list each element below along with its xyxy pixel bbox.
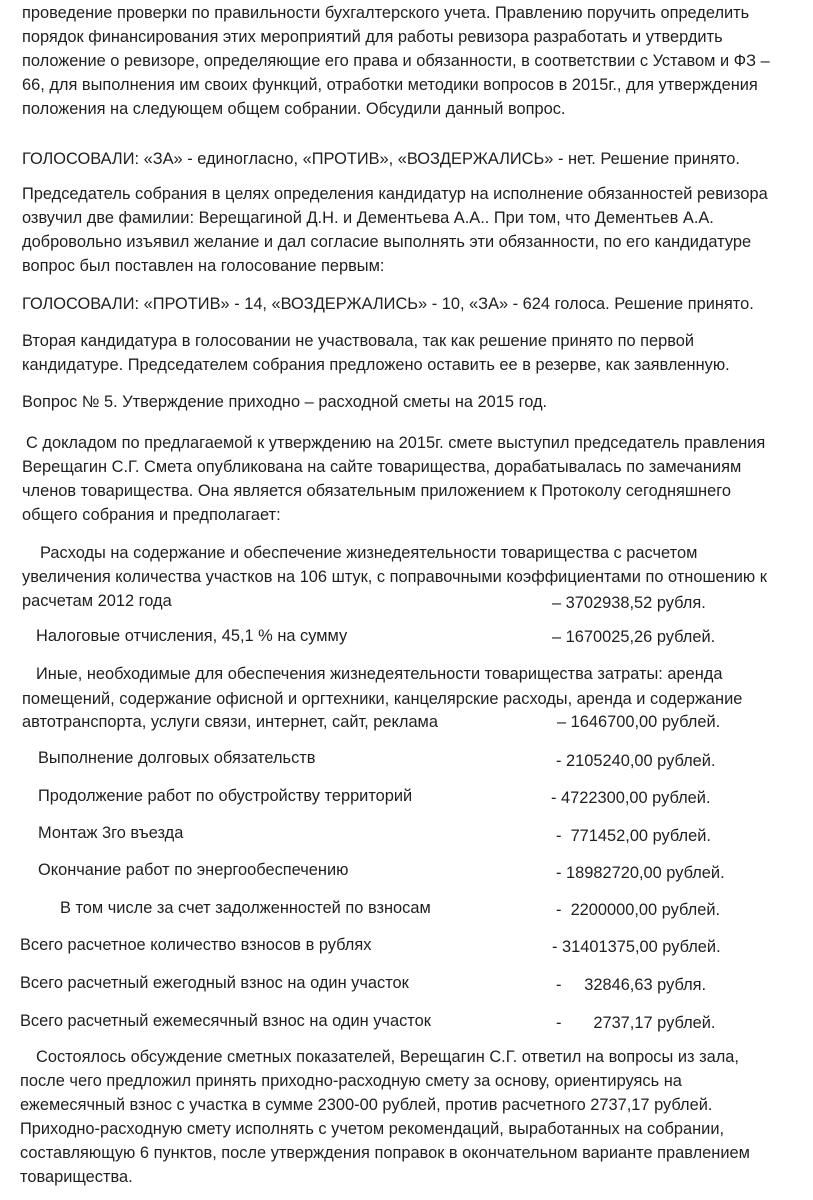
paragraph-2-line-1: Председатель собрания в целях определения кандидатур на исполнение обязанностей ревизора — [22, 185, 768, 203]
paragraph-1-line-5: положения на следующем общем собрании. Обсудили данный вопрос. — [22, 100, 566, 118]
paragraph-5-line-4: Приходно-расходную смету исполнять с учетом рекомендаций, выработанных на собрании, — [20, 1120, 725, 1138]
paragraph-5-line-1: Состоялось обсуждение сметных показателей, Верещагин С.Г. ответил на вопросы из зала, — [36, 1048, 739, 1066]
other-expenses-line-1: Иные, необходимые для обеспечения жизнедеятельности товарищества затраты: аренда — [36, 665, 723, 683]
item-debt-amount: - 2105240,00 рублей. — [556, 752, 716, 770]
paragraph-5-line-3: ежемесячный взнос с участка в сумме 2300-00 рублей, против расчетного 2737,17 рублей. — [20, 1096, 713, 1114]
paragraph-5-line-2: после чего предложил принять приходно-расходную смету за основу, ориентируясь на — [20, 1072, 682, 1090]
paragraph-5-line-6: товарищества. — [20, 1168, 133, 1186]
paragraph-4-line-1: С докладом по предлагаемой к утверждению на 2015г. смете выступил председатель правления — [26, 434, 766, 452]
paragraph-5-line-5: составляющую 6 пунктов, после утверждения поправок в окончательном варианте правлением — [20, 1144, 750, 1162]
expense-maintenance-line-3: расчетам 2012 года — [22, 592, 172, 610]
item-power-amount: - 18982720,00 рублей. — [556, 864, 725, 882]
item-entrance-amount: - 771452,00 рублей. — [556, 827, 711, 845]
expense-maintenance-line-1: Расходы на содержание и обеспечение жизнедеятельности товарищества с расчетом — [40, 544, 698, 562]
vote-result-2: ГОЛОСОВАЛИ: «ПРОТИВ» - 14, «ВОЗДЕРЖАЛИСЬ» - 10, «ЗА» - 624 голоса. Решение принято. — [22, 295, 754, 313]
item-debt-label: Выполнение долговых обязательств — [38, 749, 316, 767]
paragraph-2-line-3: добровольно изъявил желание и дал согласие выполнять эти обязанности, по его кандидатуре — [22, 233, 752, 251]
item-arrears-amount: - 2200000,00 рублей. — [556, 901, 721, 919]
total-yearly-amount: - 32846,63 рубля. — [556, 976, 707, 994]
item-power-label: Окончание работ по энергообеспечению — [38, 861, 349, 879]
other-expenses-amount: – 1646700,00 рублей. — [557, 713, 721, 731]
other-expenses-line-2: помещений, содержание офисной и оргтехники, канцелярские расходы, аренда и содержание — [22, 690, 743, 708]
paragraph-2-line-4: вопрос был поставлен на голосование первым: — [22, 257, 385, 275]
paragraph-1-line-2: порядок финансирования этих мероприятий для работы ревизора разработать и утвердить — [22, 28, 723, 46]
total-monthly-label: Всего расчетный ежемесячный взнос на один участок — [20, 1012, 431, 1030]
total-monthly-amount: - 2737,17 рублей. — [556, 1014, 716, 1032]
paragraph-4-line-3: членов товарищества. Она является обязательным приложением к Протоколу сегодняшнего — [22, 482, 731, 500]
paragraph-4-line-2: Верещагин С.Г. Смета опубликована на сайте товарищества, дорабатывалась по замечаниям — [22, 458, 742, 476]
total-contributions-label: Всего расчетное количество взносов в рублях — [20, 936, 372, 954]
question-5-heading: Вопрос № 5. Утверждение приходно – расходной сметы на 2015 год. — [22, 393, 548, 411]
item-entrance-label: Монтаж 3го въезда — [38, 824, 184, 842]
total-contributions-amount: - 31401375,00 рублей. — [552, 938, 721, 956]
vote-result-1: ГОЛОСОВАЛИ: «ЗА» - единогласно, «ПРОТИВ», «ВОЗДЕРЖАЛИСЬ» - нет. Решение принято. — [22, 150, 740, 168]
paragraph-3-line-1: Вторая кандидатура в голосовании не участвовала, так как решение принято по первой — [22, 332, 695, 350]
paragraph-3-line-2: кандидатуре. Председателем собрания предложено оставить ее в резерве, как заявленную. — [22, 356, 730, 374]
paragraph-1-line-4: 66, для выполнения им своих функций, отработки методики вопросов в 2015г., для утверждения — [22, 76, 758, 94]
item-arrears-label: В том числе за счет задолженностей по взносам — [60, 899, 431, 917]
other-expenses-line-3: автотранспорта, услуги связи, интернет, сайт, реклама — [22, 713, 438, 731]
paragraph-1-line-3: положение о ревизоре, определяющие его права и обязанности, в соответствии с Уставом и ФЗ – — [22, 52, 770, 70]
paragraph-2-line-2: озвучил две фамилии: Верещагиной Д.Н. и Дементьева А.А.. При том, что Дементьев А.А. — [22, 209, 714, 227]
tax-amount: – 1670025,26 рублей. — [552, 628, 716, 646]
paragraph-1-line-1: проведение проверки по правильности бухгалтерского учета. Правлению поручить определить — [22, 4, 750, 22]
expense-maintenance-amount: – 3702938,52 рубля. — [552, 594, 706, 612]
expense-maintenance-line-2: увеличения количества участков на 106 штук, с поправочными коэффициентами по отношению к — [22, 568, 767, 586]
item-territory-amount: - 4722300,00 рублей. — [551, 789, 711, 807]
total-yearly-label: Всего расчетный ежегодный взнос на один участок — [20, 974, 409, 992]
paragraph-4-line-4: общего собрания и предполагает: — [22, 506, 281, 524]
item-territory-label: Продолжение работ по обустройству территорий — [38, 787, 413, 805]
tax-label: Налоговые отчисления, 45,1 % на сумму — [36, 627, 348, 645]
